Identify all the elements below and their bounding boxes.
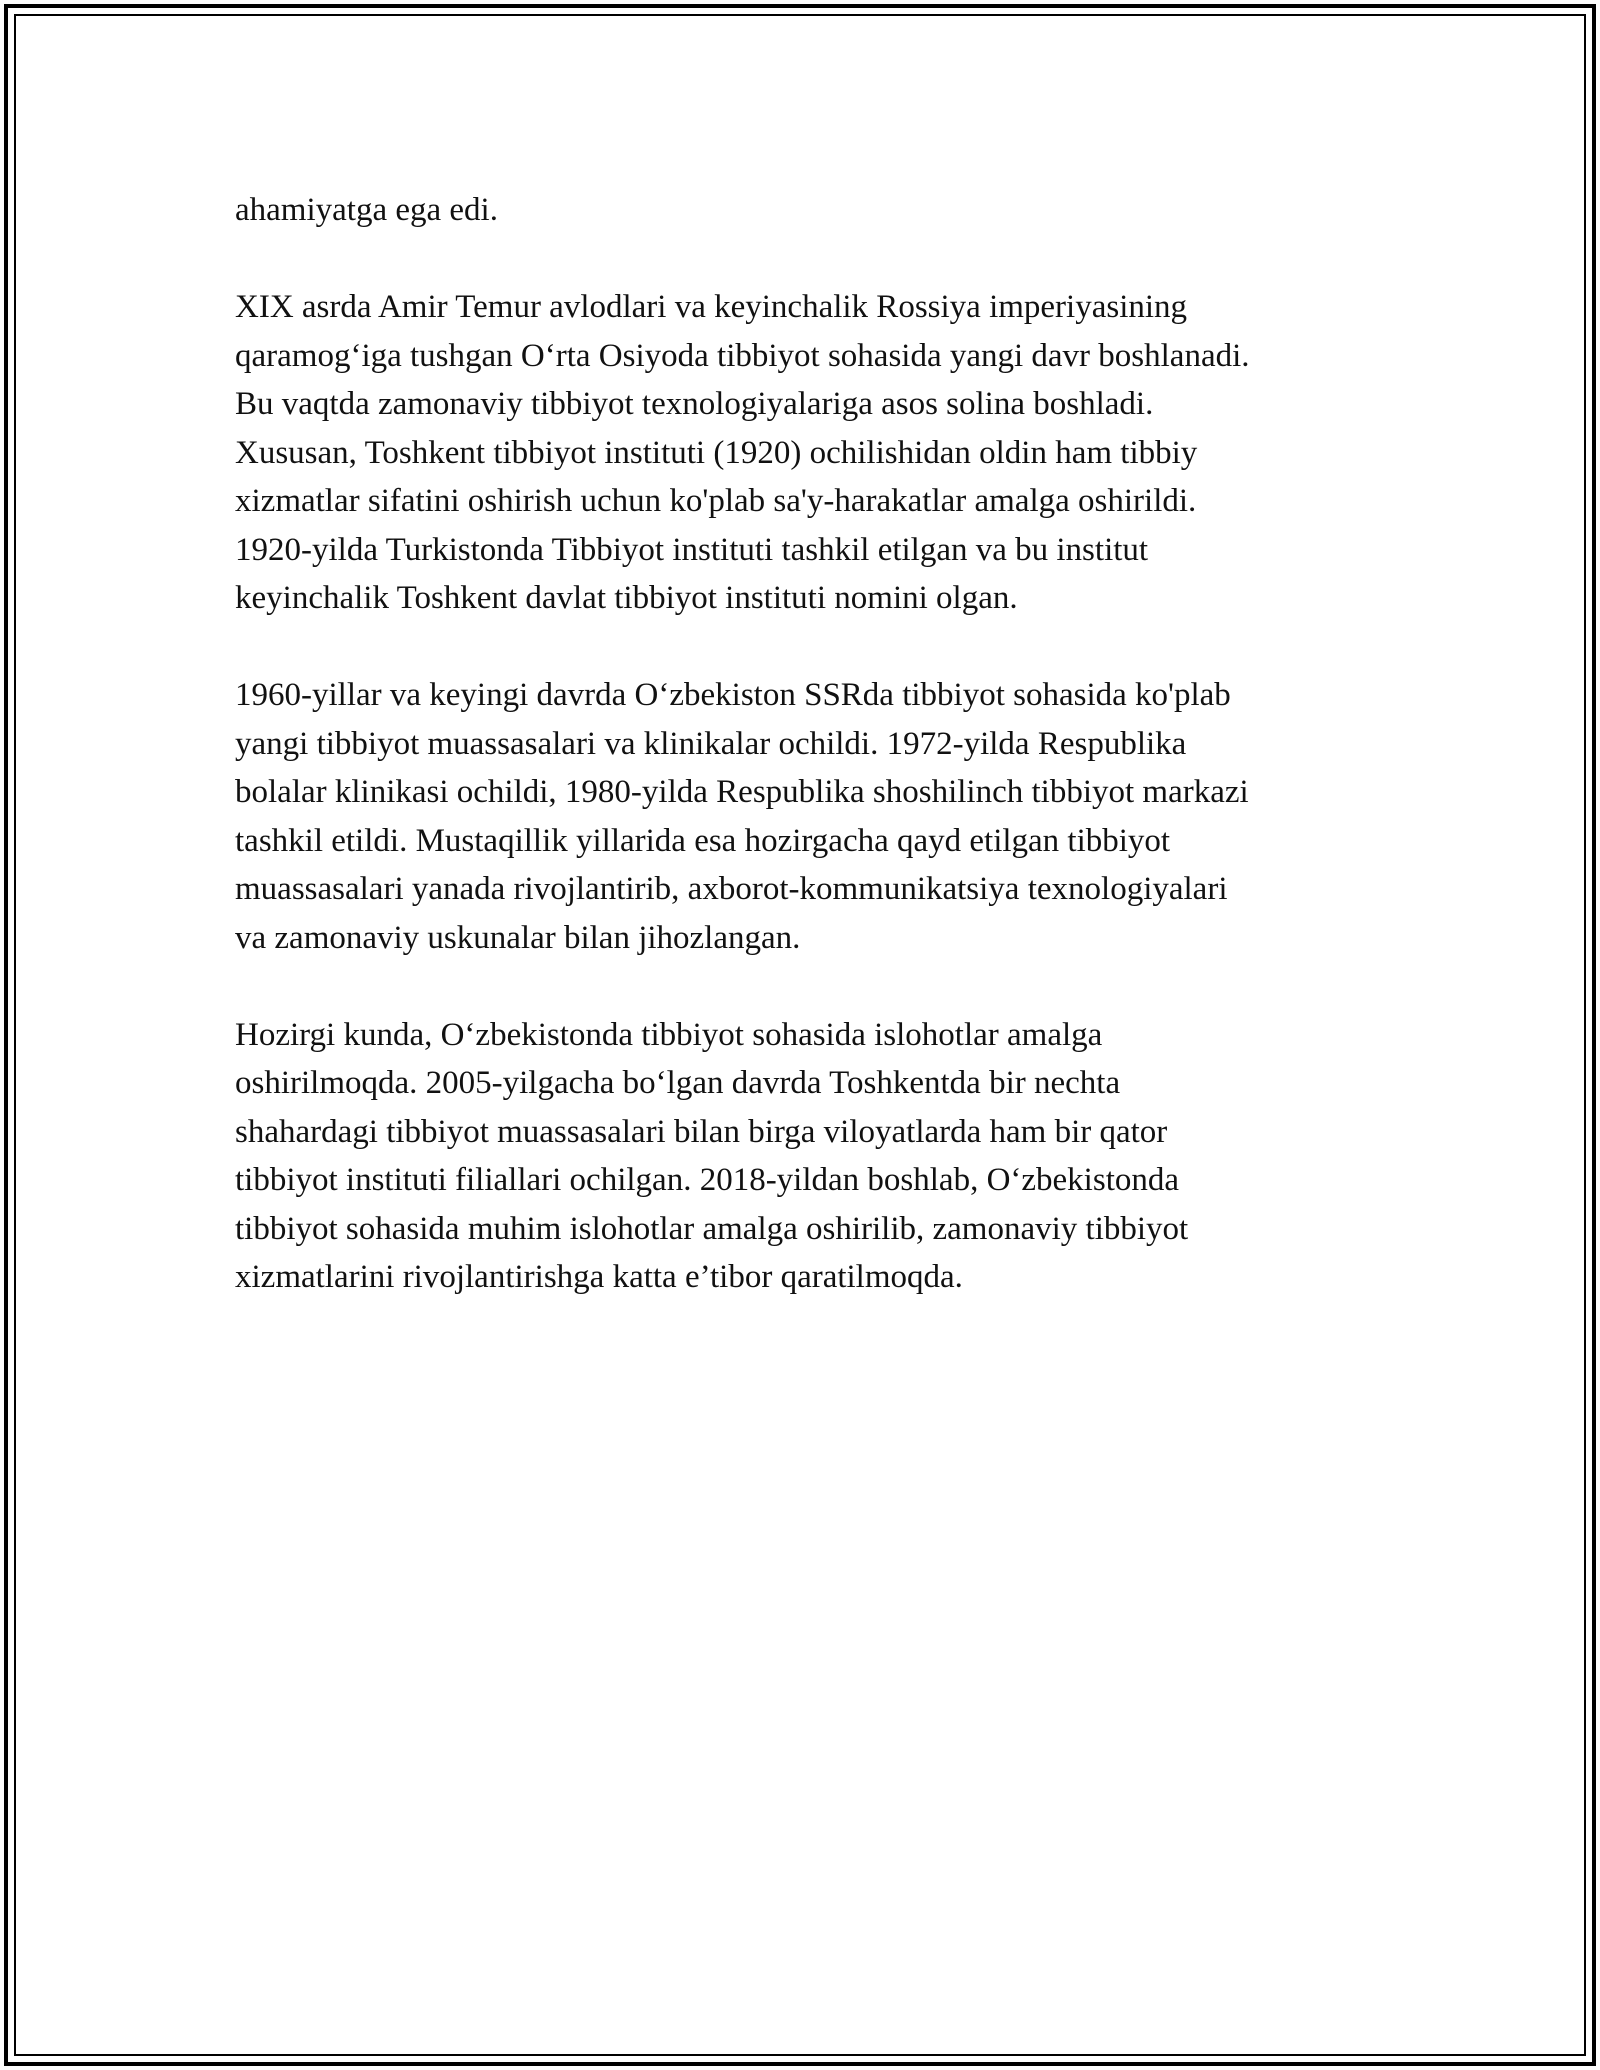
paragraph-3: [235, 671, 1375, 962]
text-line: tibbiyot instituti filiallari ochilgan. 2018-yildan boshlab, O‘zbekistonda: [235, 1162, 1180, 1198]
text-line: keyinchalik Toshkent davlat tibbiyot instituti nomini olgan.: [235, 580, 1018, 616]
text-line: Xususan, Toshkent tibbiyot instituti (1920) ochilishidan oldin ham tibbiy: [235, 434, 1198, 471]
text-line: xizmatlarini rivojlantirishga katta e’tibor qaratilmoqda.: [235, 1259, 963, 1295]
text-line: muassasalari yanada rivojlantirib, axborot-kommunikatsiya texnologiyalari: [235, 871, 1228, 907]
text-line: shahardagi tibbiyot muassasalari bilan birga viloyatlarda ham bir qator: [235, 1113, 1168, 1150]
text-line: yangi tibbiyot muassasalari va klinikalar ochildi. 1972-yilda Respublika: [235, 725, 1187, 762]
paragraph-1: [235, 186, 1375, 235]
text-line: va zamonaviy uskunalar bilan jihozlangan.: [235, 919, 801, 956]
text-line: ahamiyatga ega edi.: [235, 192, 498, 228]
text-line: oshirilmoqda. 2005-yilgacha bo‘lgan davrda Toshkentda bir nechta: [235, 1065, 1121, 1101]
paragraph-2: [235, 283, 1375, 623]
text-line: Bu vaqtda zamonaviy tibbiyot texnologiyalariga asos solina boshladi.: [235, 386, 1154, 422]
text-line: tashkil etildi. Mustaqillik yillarida esa hozirgacha qayd etilgan tibbiyot: [235, 822, 1171, 859]
text-line: XIX asrda Amir Temur avlodlari va keyinchalik Rossiya imperiyasining: [235, 289, 1188, 325]
text-line: qaramog‘iga tushgan O‘rta Osiyoda tibbiyot sohasida yangi davr boshlanadi.: [235, 337, 1250, 374]
text-line: 1920-yilda Turkistonda Tibbiyot instituti tashkil etilgan va bu institut: [235, 531, 1149, 568]
text-line: tibbiyot sohasida muhim islohotlar amalga oshirilib, zamonaviy tibbiyot: [235, 1210, 1189, 1247]
text-line: Hozirgi kunda, O‘zbekistonda tibbiyot sohasida islohotlar amalga: [235, 1016, 1103, 1053]
text-line: 1960-yillar va keyingi davrda O‘zbekiston SSRda tibbiyot sohasida ko'plab: [235, 677, 1231, 713]
text-line: xizmatlar sifatini oshirish uchun ko'plab sa'y-harakatlar amalga oshirildi.: [235, 483, 1197, 519]
paragraph-4: [235, 1011, 1375, 1302]
text-line: bolalar klinikasi ochildi, 1980-yilda Respublika shoshilinch tibbiyot markazi: [235, 774, 1249, 810]
document-body: [235, 186, 1375, 1350]
